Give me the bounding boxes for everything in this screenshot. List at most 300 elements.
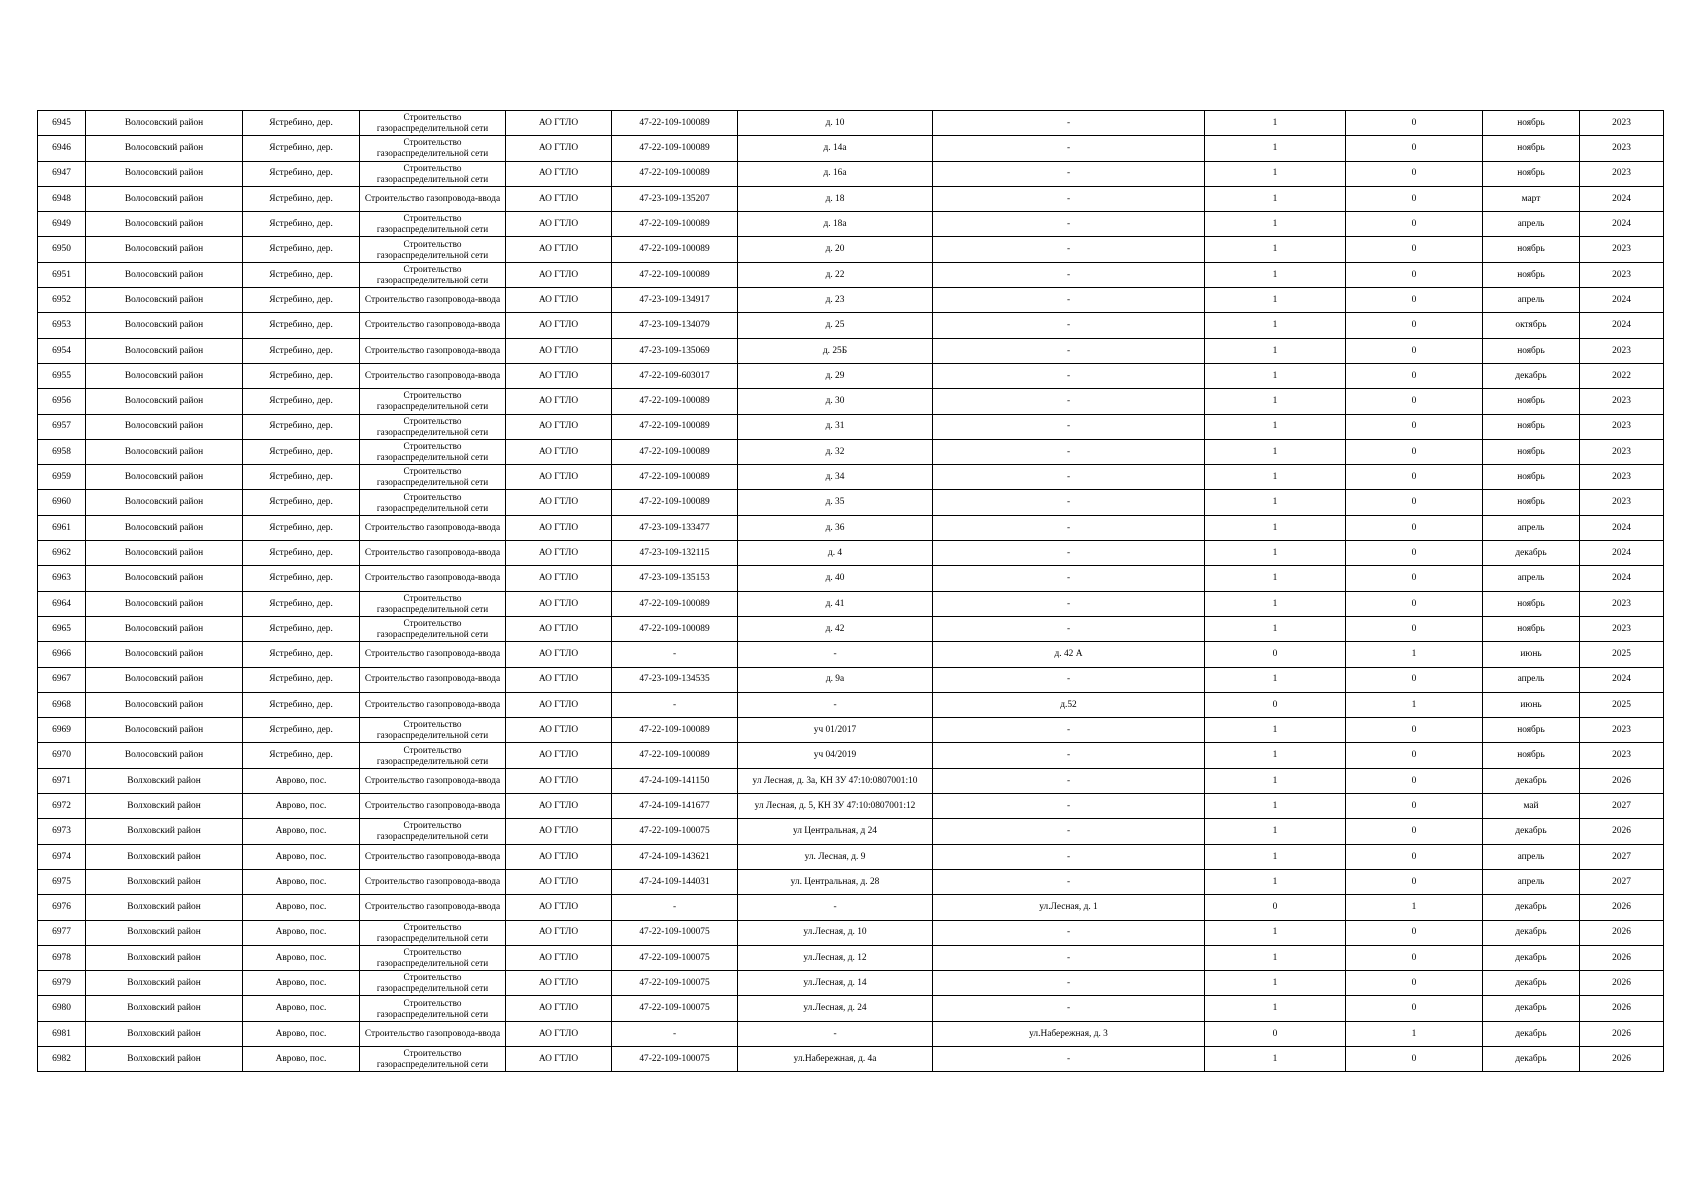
count-a-cell: 1 <box>1205 237 1346 262</box>
settlement-cell: Аврово, пос. <box>243 945 360 970</box>
month-cell: март <box>1483 186 1580 211</box>
count-a-cell: 1 <box>1205 161 1346 186</box>
organization-cell: АО ГТЛО <box>506 1021 612 1046</box>
extra-address-cell: - <box>933 515 1205 540</box>
count-b-cell: 0 <box>1346 389 1483 414</box>
extra-address-cell: - <box>933 490 1205 515</box>
document-number-cell: 47-24-109-141150 <box>612 768 738 793</box>
organization-cell: АО ГТЛО <box>506 313 612 338</box>
address-cell: ул.Лесная, д. 14 <box>738 971 933 996</box>
document-number-cell: 47-22-109-100089 <box>612 237 738 262</box>
month-cell: декабрь <box>1483 1046 1580 1071</box>
organization-cell: АО ГТЛО <box>506 186 612 211</box>
settlement-cell: Ястребино, дер. <box>243 692 360 717</box>
count-b-cell: 0 <box>1346 313 1483 338</box>
year-cell: 2024 <box>1580 212 1664 237</box>
count-b-cell: 1 <box>1346 895 1483 920</box>
count-b-cell: 0 <box>1346 794 1483 819</box>
count-b-cell: 0 <box>1346 414 1483 439</box>
count-a-cell: 1 <box>1205 819 1346 844</box>
settlement-cell: Ястребино, дер. <box>243 490 360 515</box>
table-row <box>38 1046 1664 1071</box>
table-row <box>38 541 1664 566</box>
count-a-cell: 1 <box>1205 844 1346 869</box>
settlement-cell: Аврово, пос. <box>243 1021 360 1046</box>
extra-address-cell: д. 42 А <box>933 642 1205 667</box>
row-number-cell: 6959 <box>38 465 86 490</box>
document-number-cell: 47-22-109-100089 <box>612 490 738 515</box>
year-cell: 2023 <box>1580 743 1664 768</box>
row-number-cell: 6978 <box>38 945 86 970</box>
settlement-cell: Аврово, пос. <box>243 869 360 894</box>
address-cell: - <box>738 692 933 717</box>
district-cell: Волосовский район <box>86 743 243 768</box>
month-cell: ноябрь <box>1483 490 1580 515</box>
district-cell: Волосовский район <box>86 541 243 566</box>
district-cell: Волосовский район <box>86 667 243 692</box>
count-a-cell: 1 <box>1205 490 1346 515</box>
work-type-cell: Строительство газораспределительной сети <box>360 439 506 464</box>
year-cell: 2026 <box>1580 768 1664 793</box>
month-cell: апрель <box>1483 566 1580 591</box>
document-number-cell: 47-23-109-133477 <box>612 515 738 540</box>
month-cell: ноябрь <box>1483 616 1580 641</box>
address-cell: д. 35 <box>738 490 933 515</box>
month-cell: апрель <box>1483 667 1580 692</box>
count-b-cell: 0 <box>1346 768 1483 793</box>
table-row <box>38 591 1664 616</box>
district-cell: Волосовский район <box>86 237 243 262</box>
count-a-cell: 1 <box>1205 667 1346 692</box>
settlement-cell: Аврово, пос. <box>243 844 360 869</box>
count-b-cell: 0 <box>1346 616 1483 641</box>
organization-cell: АО ГТЛО <box>506 541 612 566</box>
organization-cell: АО ГТЛО <box>506 515 612 540</box>
organization-cell: АО ГТЛО <box>506 288 612 313</box>
count-a-cell: 1 <box>1205 591 1346 616</box>
organization-cell: АО ГТЛО <box>506 161 612 186</box>
document-number-cell: 47-22-109-100089 <box>612 591 738 616</box>
district-cell: Волосовский район <box>86 136 243 161</box>
table-row <box>38 869 1664 894</box>
month-cell: ноябрь <box>1483 591 1580 616</box>
table-row <box>38 768 1664 793</box>
work-type-cell: Строительство газопровода-ввода <box>360 844 506 869</box>
district-cell: Волховский район <box>86 819 243 844</box>
count-b-cell: 0 <box>1346 541 1483 566</box>
district-cell: Волховский район <box>86 971 243 996</box>
table-body <box>38 111 1664 1072</box>
row-number-cell: 6976 <box>38 895 86 920</box>
document-number-cell: 47-22-109-603017 <box>612 363 738 388</box>
district-cell: Волховский район <box>86 996 243 1021</box>
document-number-cell: 47-22-109-100089 <box>612 718 738 743</box>
year-cell: 2026 <box>1580 895 1664 920</box>
work-type-cell: Строительство газопровода-ввода <box>360 288 506 313</box>
settlement-cell: Ястребино, дер. <box>243 439 360 464</box>
address-cell: д. 40 <box>738 566 933 591</box>
table-row <box>38 667 1664 692</box>
month-cell: ноябрь <box>1483 111 1580 136</box>
document-number-cell: 47-22-109-100089 <box>612 262 738 287</box>
address-cell: уч 01/2017 <box>738 718 933 743</box>
district-cell: Волховский район <box>86 794 243 819</box>
extra-address-cell: - <box>933 541 1205 566</box>
extra-address-cell: - <box>933 338 1205 363</box>
row-number-cell: 6951 <box>38 262 86 287</box>
extra-address-cell: - <box>933 363 1205 388</box>
work-type-cell: Строительство газораспределительной сети <box>360 616 506 641</box>
settlement-cell: Ястребино, дер. <box>243 667 360 692</box>
month-cell: декабрь <box>1483 363 1580 388</box>
document-number-cell: 47-22-109-100089 <box>612 465 738 490</box>
extra-address-cell: - <box>933 819 1205 844</box>
district-cell: Волосовский район <box>86 566 243 591</box>
table-row <box>38 945 1664 970</box>
document-number-cell: 47-22-109-100075 <box>612 945 738 970</box>
count-a-cell: 1 <box>1205 262 1346 287</box>
document-number-cell: - <box>612 642 738 667</box>
settlement-cell: Ястребино, дер. <box>243 363 360 388</box>
settlement-cell: Ястребино, дер. <box>243 338 360 363</box>
year-cell: 2023 <box>1580 591 1664 616</box>
district-cell: Волосовский район <box>86 288 243 313</box>
count-b-cell: 1 <box>1346 642 1483 667</box>
year-cell: 2026 <box>1580 945 1664 970</box>
address-cell: - <box>738 1021 933 1046</box>
count-b-cell: 0 <box>1346 136 1483 161</box>
work-type-cell: Строительство газораспределительной сети <box>360 414 506 439</box>
month-cell: апрель <box>1483 212 1580 237</box>
table-row <box>38 212 1664 237</box>
month-cell: ноябрь <box>1483 414 1580 439</box>
document-number-cell: 47-22-109-100089 <box>612 439 738 464</box>
address-cell: д. 4 <box>738 541 933 566</box>
organization-cell: АО ГТЛО <box>506 439 612 464</box>
table-row <box>38 288 1664 313</box>
document-number-cell: - <box>612 1021 738 1046</box>
year-cell: 2023 <box>1580 490 1664 515</box>
row-number-cell: 6974 <box>38 844 86 869</box>
address-cell: ул.Лесная, д. 24 <box>738 996 933 1021</box>
address-cell: д. 16а <box>738 161 933 186</box>
work-type-cell: Строительство газопровода-ввода <box>360 692 506 717</box>
district-cell: Волосовский район <box>86 692 243 717</box>
count-a-cell: 1 <box>1205 566 1346 591</box>
document-number-cell: - <box>612 692 738 717</box>
settlement-cell: Аврово, пос. <box>243 768 360 793</box>
work-type-cell: Строительство газопровода-ввода <box>360 515 506 540</box>
work-type-cell: Строительство газораспределительной сети <box>360 819 506 844</box>
document-number-cell: 47-23-109-132115 <box>612 541 738 566</box>
table-row <box>38 895 1664 920</box>
year-cell: 2026 <box>1580 920 1664 945</box>
table-row <box>38 363 1664 388</box>
row-number-cell: 6975 <box>38 869 86 894</box>
row-number-cell: 6950 <box>38 237 86 262</box>
extra-address-cell: - <box>933 439 1205 464</box>
count-b-cell: 0 <box>1346 363 1483 388</box>
work-type-cell: Строительство газораспределительной сети <box>360 996 506 1021</box>
count-b-cell: 0 <box>1346 490 1483 515</box>
organization-cell: АО ГТЛО <box>506 414 612 439</box>
data-table <box>37 110 1664 1072</box>
year-cell: 2023 <box>1580 111 1664 136</box>
organization-cell: АО ГТЛО <box>506 111 612 136</box>
work-type-cell: Строительство газопровода-ввода <box>360 667 506 692</box>
table-row <box>38 389 1664 414</box>
count-b-cell: 0 <box>1346 288 1483 313</box>
table-row <box>38 161 1664 186</box>
table-row <box>38 1021 1664 1046</box>
document-number-cell: 47-22-109-100075 <box>612 920 738 945</box>
district-cell: Волосовский район <box>86 414 243 439</box>
settlement-cell: Ястребино, дер. <box>243 136 360 161</box>
organization-cell: АО ГТЛО <box>506 920 612 945</box>
extra-address-cell: - <box>933 111 1205 136</box>
month-cell: ноябрь <box>1483 136 1580 161</box>
document-number-cell: 47-23-109-134079 <box>612 313 738 338</box>
count-a-cell: 1 <box>1205 768 1346 793</box>
row-number-cell: 6964 <box>38 591 86 616</box>
address-cell: д. 25Б <box>738 338 933 363</box>
table-row <box>38 414 1664 439</box>
table-row <box>38 819 1664 844</box>
district-cell: Волосовский район <box>86 465 243 490</box>
table-row <box>38 996 1664 1021</box>
row-number-cell: 6965 <box>38 616 86 641</box>
document-number-cell: 47-23-109-135153 <box>612 566 738 591</box>
organization-cell: АО ГТЛО <box>506 768 612 793</box>
year-cell: 2023 <box>1580 465 1664 490</box>
row-number-cell: 6947 <box>38 161 86 186</box>
count-b-cell: 0 <box>1346 237 1483 262</box>
month-cell: ноябрь <box>1483 439 1580 464</box>
district-cell: Волховский район <box>86 1046 243 1071</box>
year-cell: 2026 <box>1580 996 1664 1021</box>
count-b-cell: 0 <box>1346 111 1483 136</box>
settlement-cell: Аврово, пос. <box>243 819 360 844</box>
document-number-cell: 47-22-109-100089 <box>612 212 738 237</box>
count-b-cell: 0 <box>1346 667 1483 692</box>
district-cell: Волосовский район <box>86 439 243 464</box>
address-cell: ул.Набережная, д. 4а <box>738 1046 933 1071</box>
year-cell: 2024 <box>1580 186 1664 211</box>
district-cell: Волховский район <box>86 869 243 894</box>
row-number-cell: 6963 <box>38 566 86 591</box>
document-number-cell: 47-22-109-100075 <box>612 819 738 844</box>
district-cell: Волховский район <box>86 768 243 793</box>
work-type-cell: Строительство газопровода-ввода <box>360 642 506 667</box>
organization-cell: АО ГТЛО <box>506 819 612 844</box>
row-number-cell: 6955 <box>38 363 86 388</box>
organization-cell: АО ГТЛО <box>506 642 612 667</box>
extra-address-cell: д.52 <box>933 692 1205 717</box>
work-type-cell: Строительство газораспределительной сети <box>360 212 506 237</box>
settlement-cell: Ястребино, дер. <box>243 743 360 768</box>
table-row <box>38 465 1664 490</box>
organization-cell: АО ГТЛО <box>506 237 612 262</box>
year-cell: 2026 <box>1580 1046 1664 1071</box>
table-row <box>38 692 1664 717</box>
organization-cell: АО ГТЛО <box>506 490 612 515</box>
year-cell: 2024 <box>1580 288 1664 313</box>
district-cell: Волосовский район <box>86 338 243 363</box>
document-number-cell: 47-23-109-134917 <box>612 288 738 313</box>
month-cell: ноябрь <box>1483 262 1580 287</box>
table-row <box>38 338 1664 363</box>
organization-cell: АО ГТЛО <box>506 566 612 591</box>
extra-address-cell: - <box>933 237 1205 262</box>
district-cell: Волосовский район <box>86 389 243 414</box>
row-number-cell: 6954 <box>38 338 86 363</box>
document-number-cell: 47-22-109-100089 <box>612 389 738 414</box>
work-type-cell: Строительство газораспределительной сети <box>360 465 506 490</box>
year-cell: 2026 <box>1580 971 1664 996</box>
count-a-cell: 1 <box>1205 389 1346 414</box>
document-number-cell: 47-22-109-100089 <box>612 414 738 439</box>
count-b-cell: 0 <box>1346 920 1483 945</box>
count-a-cell: 1 <box>1205 869 1346 894</box>
table-row <box>38 971 1664 996</box>
count-b-cell: 0 <box>1346 743 1483 768</box>
year-cell: 2024 <box>1580 515 1664 540</box>
year-cell: 2025 <box>1580 642 1664 667</box>
year-cell: 2024 <box>1580 667 1664 692</box>
document-number-cell: 47-22-109-100089 <box>612 616 738 641</box>
settlement-cell: Ястребино, дер. <box>243 591 360 616</box>
row-number-cell: 6945 <box>38 111 86 136</box>
count-b-cell: 0 <box>1346 338 1483 363</box>
month-cell: ноябрь <box>1483 161 1580 186</box>
document-number-cell: 47-23-109-134535 <box>612 667 738 692</box>
address-cell: - <box>738 895 933 920</box>
count-a-cell: 1 <box>1205 971 1346 996</box>
year-cell: 2023 <box>1580 389 1664 414</box>
settlement-cell: Ястребино, дер. <box>243 313 360 338</box>
settlement-cell: Ястребино, дер. <box>243 515 360 540</box>
work-type-cell: Строительство газораспределительной сети <box>360 920 506 945</box>
month-cell: декабрь <box>1483 971 1580 996</box>
extra-address-cell: - <box>933 288 1205 313</box>
address-cell: уч 04/2019 <box>738 743 933 768</box>
year-cell: 2023 <box>1580 414 1664 439</box>
row-number-cell: 6969 <box>38 718 86 743</box>
district-cell: Волховский район <box>86 920 243 945</box>
year-cell: 2023 <box>1580 262 1664 287</box>
month-cell: ноябрь <box>1483 338 1580 363</box>
document-number-cell: 47-22-109-100089 <box>612 136 738 161</box>
year-cell: 2023 <box>1580 718 1664 743</box>
year-cell: 2027 <box>1580 869 1664 894</box>
count-b-cell: 0 <box>1346 945 1483 970</box>
count-b-cell: 0 <box>1346 186 1483 211</box>
extra-address-cell: - <box>933 844 1205 869</box>
organization-cell: АО ГТЛО <box>506 262 612 287</box>
row-number-cell: 6948 <box>38 186 86 211</box>
row-number-cell: 6981 <box>38 1021 86 1046</box>
month-cell: июнь <box>1483 692 1580 717</box>
district-cell: Волосовский район <box>86 212 243 237</box>
work-type-cell: Строительство газопровода-ввода <box>360 895 506 920</box>
work-type-cell: Строительство газопровода-ввода <box>360 566 506 591</box>
month-cell: декабрь <box>1483 1021 1580 1046</box>
address-cell: д. 14а <box>738 136 933 161</box>
count-a-cell: 1 <box>1205 439 1346 464</box>
work-type-cell: Строительство газопровода-ввода <box>360 338 506 363</box>
count-a-cell: 1 <box>1205 616 1346 641</box>
month-cell: ноябрь <box>1483 389 1580 414</box>
work-type-cell: Строительство газораспределительной сети <box>360 591 506 616</box>
district-cell: Волосовский район <box>86 616 243 641</box>
row-number-cell: 6962 <box>38 541 86 566</box>
address-cell: д. 10 <box>738 111 933 136</box>
count-b-cell: 0 <box>1346 465 1483 490</box>
extra-address-cell: - <box>933 465 1205 490</box>
extra-address-cell: - <box>933 971 1205 996</box>
work-type-cell: Строительство газопровода-ввода <box>360 1021 506 1046</box>
count-a-cell: 1 <box>1205 794 1346 819</box>
extra-address-cell: - <box>933 616 1205 641</box>
district-cell: Волосовский район <box>86 363 243 388</box>
month-cell: ноябрь <box>1483 743 1580 768</box>
row-number-cell: 6946 <box>38 136 86 161</box>
table-row <box>38 743 1664 768</box>
organization-cell: АО ГТЛО <box>506 1046 612 1071</box>
settlement-cell: Аврово, пос. <box>243 895 360 920</box>
row-number-cell: 6973 <box>38 819 86 844</box>
district-cell: Волховский район <box>86 895 243 920</box>
count-a-cell: 0 <box>1205 642 1346 667</box>
count-a-cell: 1 <box>1205 945 1346 970</box>
organization-cell: АО ГТЛО <box>506 743 612 768</box>
count-b-cell: 1 <box>1346 1021 1483 1046</box>
count-a-cell: 1 <box>1205 186 1346 211</box>
district-cell: Волосовский район <box>86 313 243 338</box>
settlement-cell: Аврово, пос. <box>243 971 360 996</box>
document-number-cell: 47-22-109-100075 <box>612 996 738 1021</box>
document-number-cell: 47-24-109-141677 <box>612 794 738 819</box>
district-cell: Волховский район <box>86 945 243 970</box>
count-a-cell: 1 <box>1205 363 1346 388</box>
count-a-cell: 1 <box>1205 111 1346 136</box>
month-cell: декабрь <box>1483 768 1580 793</box>
row-number-cell: 6977 <box>38 920 86 945</box>
count-b-cell: 0 <box>1346 869 1483 894</box>
count-b-cell: 0 <box>1346 819 1483 844</box>
organization-cell: АО ГТЛО <box>506 844 612 869</box>
address-cell: ул Лесная, д. 3а, КН ЗУ 47:10:0807001:10 <box>738 768 933 793</box>
row-number-cell: 6958 <box>38 439 86 464</box>
row-number-cell: 6952 <box>38 288 86 313</box>
address-cell: д. 41 <box>738 591 933 616</box>
work-type-cell: Строительство газопровода-ввода <box>360 869 506 894</box>
extra-address-cell: - <box>933 743 1205 768</box>
month-cell: апрель <box>1483 844 1580 869</box>
settlement-cell: Ястребино, дер. <box>243 288 360 313</box>
address-cell: ул.Лесная, д. 12 <box>738 945 933 970</box>
address-cell: д. 9а <box>738 667 933 692</box>
organization-cell: АО ГТЛО <box>506 945 612 970</box>
year-cell: 2027 <box>1580 844 1664 869</box>
count-b-cell: 0 <box>1346 212 1483 237</box>
organization-cell: АО ГТЛО <box>506 338 612 363</box>
month-cell: октябрь <box>1483 313 1580 338</box>
month-cell: декабрь <box>1483 819 1580 844</box>
address-cell: д. 22 <box>738 262 933 287</box>
settlement-cell: Ястребино, дер. <box>243 212 360 237</box>
settlement-cell: Ястребино, дер. <box>243 186 360 211</box>
